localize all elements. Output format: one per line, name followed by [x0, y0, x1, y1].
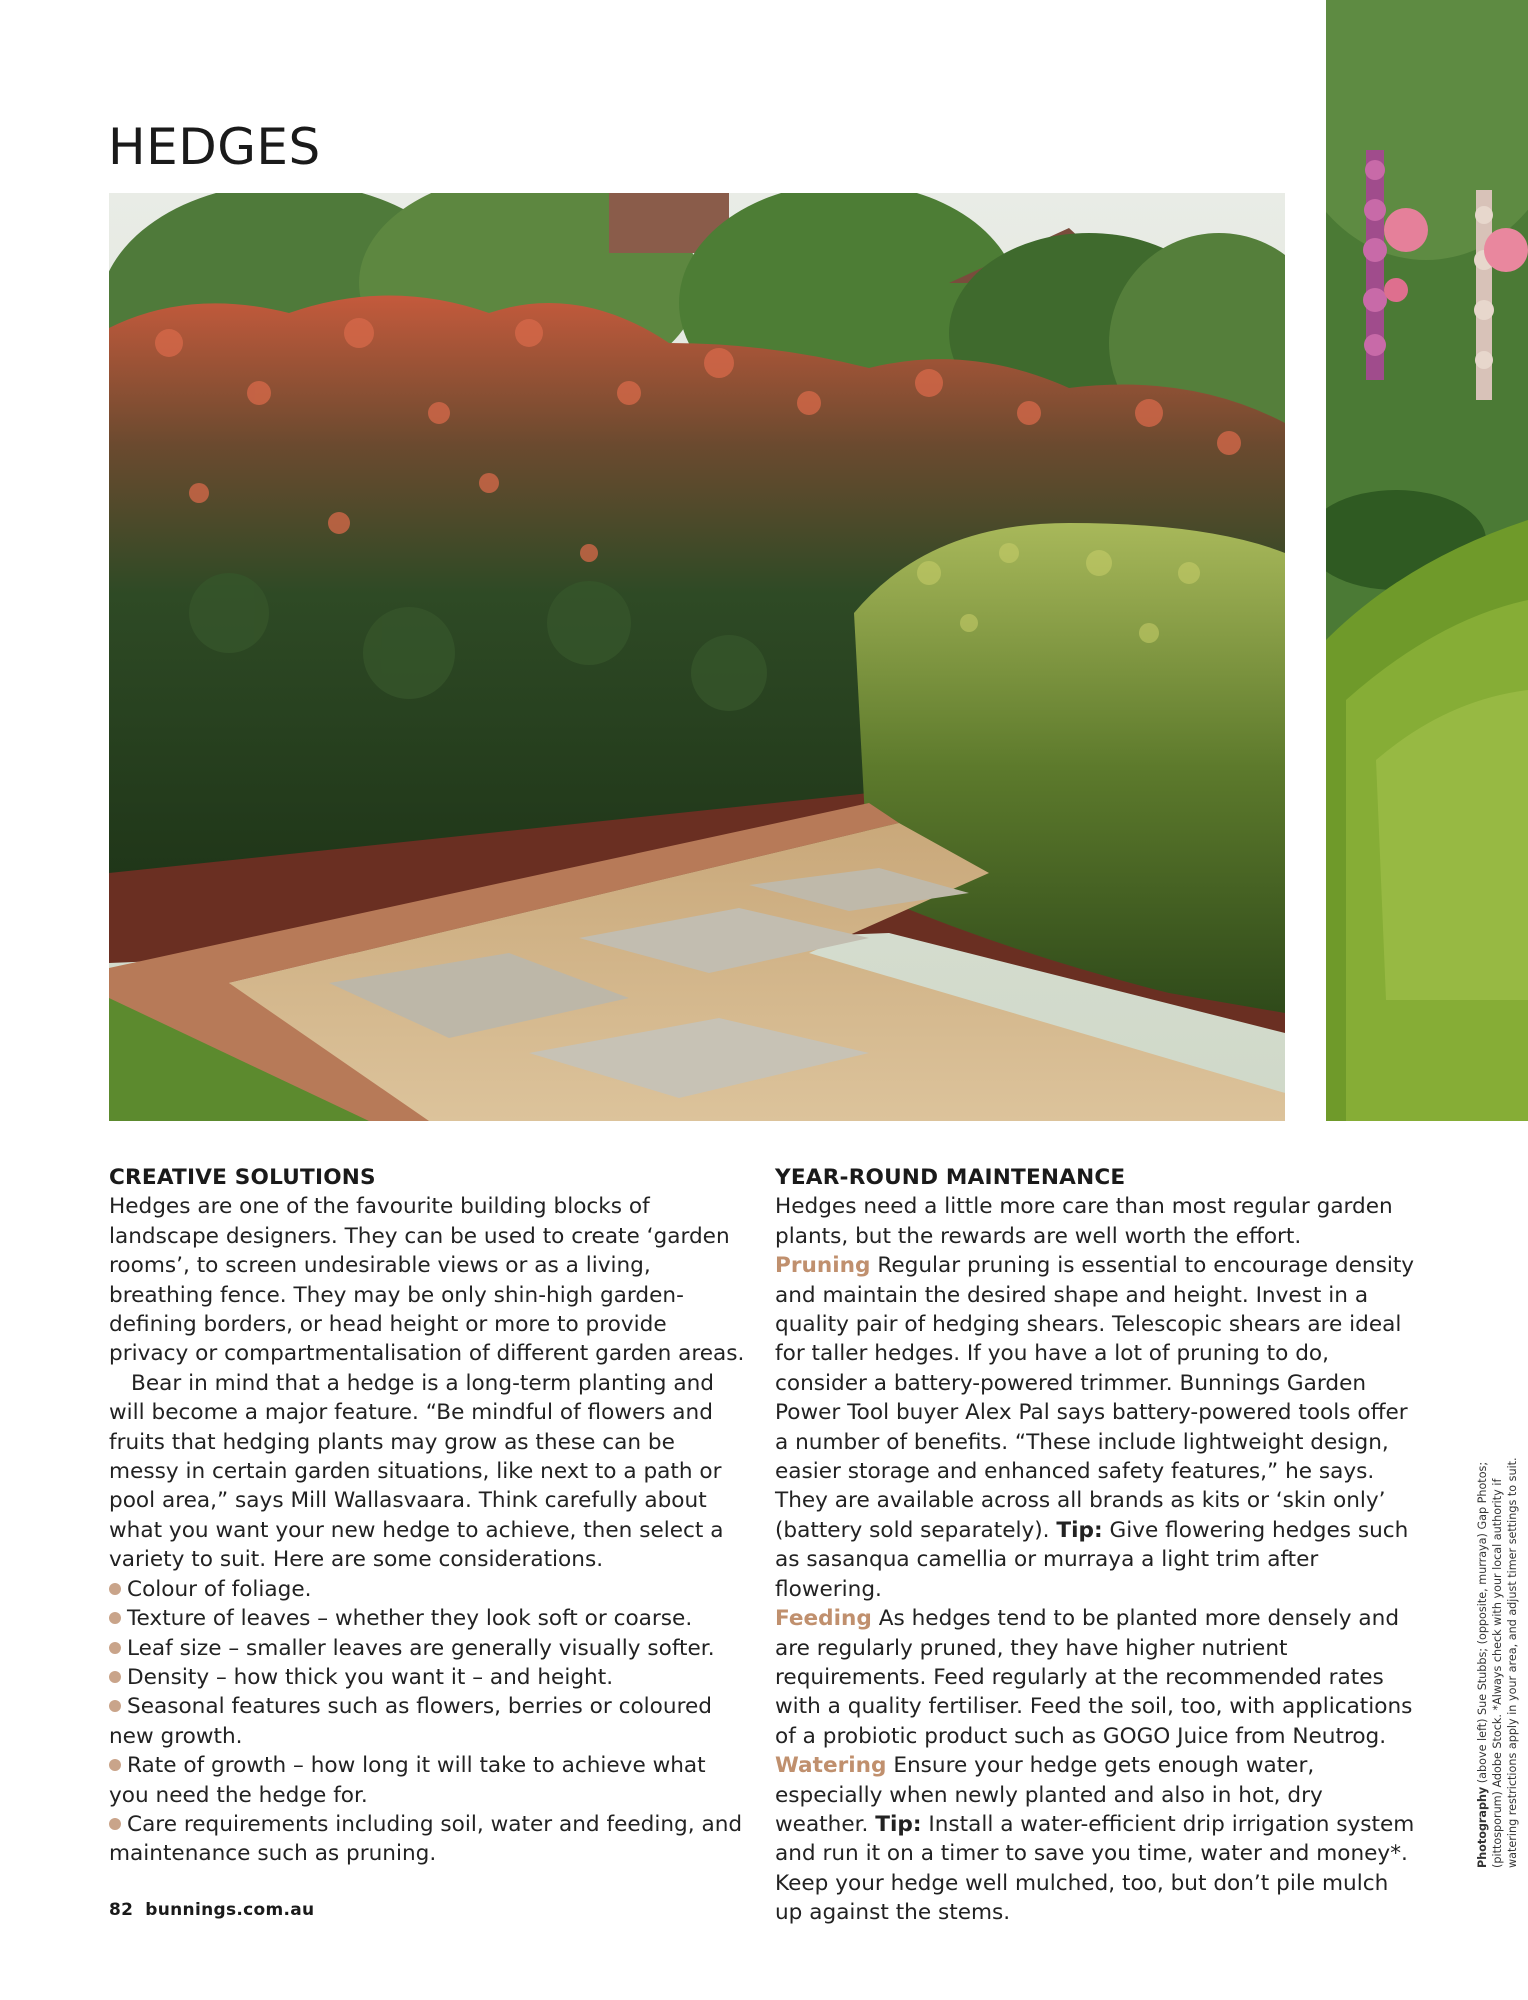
page-footer [109, 1900, 314, 1920]
page-number: 82 [109, 1900, 134, 1920]
hedge-garden-photo [109, 193, 1285, 1121]
maintenance-intro: Hedges need a little more care than most regular garden plants, but the rewards are well worth the effort. [775, 1194, 1393, 1249]
feeding-paragraph: Feeding As hedges tend to be planted more densely and are regularly pruned, they have higher nutrient requirements. Feed regularly at the recommended rates with a quality fertiliser. Feed the soil, too, with applications of a probiotic product such as GOGO Juice from Neutrog. [775, 1606, 1413, 1749]
watering-label: Watering [775, 1753, 887, 1779]
list-item: Texture of leaves – whether they look soft or coarse. [109, 1604, 749, 1633]
list-item: Density – how thick you want it – and height. [109, 1663, 749, 1692]
list-item: Colour of foliage. [109, 1575, 749, 1604]
list-item: Seasonal features such as flowers, berries or coloured new growth. [109, 1694, 712, 1749]
side-garden-photo [1326, 0, 1528, 1121]
tip-label: Tip: [1056, 1517, 1103, 1543]
bullet-icon [109, 1759, 121, 1771]
bullet-icon [109, 1818, 121, 1830]
pruning-paragraph: Pruning Regular pruning is essential to encourage density and maintain the desired shape and height. Invest in a quality pair of hedging shears. Telescopic shears are ideal for taller hedges. If you have a lot of pruning to do, consider a battery-powered trimmer. Bunnings Garden Power Tool buyer Alex Pal says battery-powered tools offer a number of benefits. “These include lightweight design, easier storage and enhanced safety features,” he says. They are available across all brands as kits or ‘skin only’ (battery sold separately). Tip: Give flowering hedges such as sasanqua camellia or murraya a light trim after flowering. [775, 1253, 1415, 1602]
left-column [109, 1163, 749, 1869]
credit-label: Photography [1476, 1786, 1489, 1868]
bullet-icon [109, 1583, 121, 1595]
page-title: HEDGES [108, 118, 321, 176]
creative-solutions-heading: CREATIVE SOLUTIONS [109, 1165, 376, 1190]
bullet-icon [109, 1700, 121, 1712]
intro-paragraph: Hedges are one of the favourite building blocks of landscape designers. They can be used to create ‘garden rooms’, to screen undesirable views or as a living, breathing fence. They may be only shin-high garden-defining borders, or head height or more to provide privacy or compartmentalisation of different garden areas. [109, 1194, 745, 1367]
feeding-label: Feeding [775, 1606, 872, 1632]
right-column [775, 1163, 1415, 1928]
bullet-icon [109, 1612, 121, 1624]
list-item: Leaf size – smaller leaves are generally visually softer. [109, 1634, 749, 1663]
considerations-paragraph: Bear in mind that a hedge is a long-term planting and will become a major feature. “Be mindful of flowers and fruits that hedging plants may grow as these can be messy in certain garden situations, like next to a path or pool area,” says Mill Wallasvaara. Think carefully about what you want your new hedge to achieve, then select a variety to suit. Here are some considerations. [109, 1370, 724, 1573]
list-item: Care requirements including soil, water and feeding, and maintenance such as pruning. [109, 1811, 743, 1867]
tip-label: Tip: [875, 1811, 922, 1837]
watering-paragraph: Watering Ensure your hedge gets enough water, especially when newly planted and also in hot, dry weather. Tip: Install a water-efficient drip irrigation system and run it on a timer to save you time, water and money*. Keep your hedge well mulched, too, but don’t pile mulch up against the stems. [775, 1753, 1415, 1926]
list-item: Rate of growth – how long it will take to achieve what you need the hedge for. [109, 1753, 706, 1808]
bullet-icon [109, 1642, 121, 1654]
credit-text: (above left) Sue Stubbs; (opposite, murraya) Gap Photos; (pittosporum) Adobe Stock. *Always check with your local authority if watering restrictions apply in your area, and adjust timer settings to suit. [1476, 1457, 1519, 1868]
site-link[interactable]: bunnings.com.au [145, 1900, 315, 1920]
maintenance-heading: YEAR-ROUND MAINTENANCE [775, 1165, 1126, 1190]
photo-credit [1475, 1438, 1520, 1868]
bullet-icon [109, 1671, 121, 1683]
pruning-label: Pruning [775, 1253, 871, 1279]
